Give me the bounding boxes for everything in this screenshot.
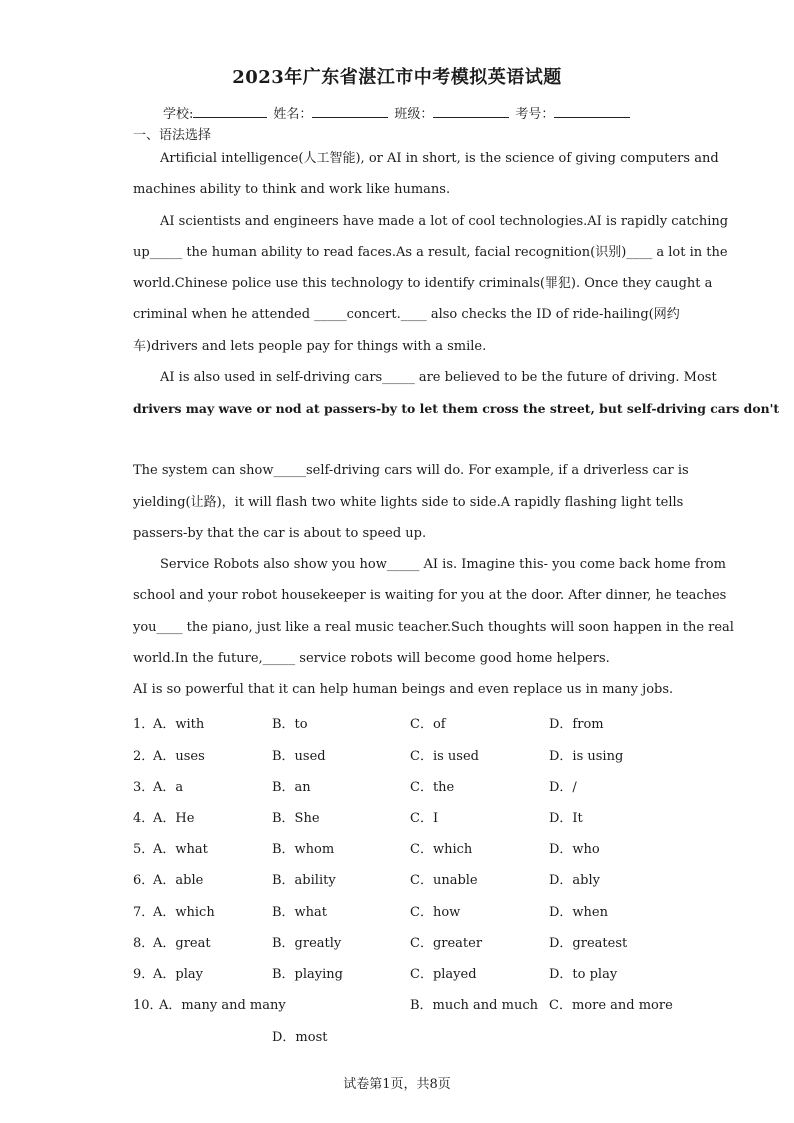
question-row-continued: [133, 1026, 693, 1044]
option-c[interactable]: C．the: [410, 780, 455, 795]
option-a[interactable]: A．He: [153, 811, 195, 826]
passage-line: criminal when he attended _____concert.____ also checks the ID of ride-hailing(网约: [133, 307, 680, 322]
section-heading: 一、语法选择: [133, 128, 212, 143]
passage-line: AI is also used in self-driving cars_____ are believed to be the future of driving. Most: [160, 370, 717, 385]
option-d[interactable]: D．to play: [549, 967, 618, 982]
option-a[interactable]: A．many and many: [159, 998, 286, 1013]
option-b[interactable]: B．to: [272, 717, 308, 732]
option-d[interactable]: D．most: [272, 1030, 328, 1045]
option-a[interactable]: A．play: [153, 967, 203, 982]
passage-line: world.Chinese police use this technology to identify criminals(罪犯). Once they caught a: [133, 276, 713, 291]
question-number: 2．: [133, 749, 155, 764]
option-c[interactable]: C．how: [410, 905, 461, 920]
option-d[interactable]: D．ably: [549, 873, 600, 888]
option-d[interactable]: D．when: [549, 905, 608, 920]
question-row: [133, 932, 693, 950]
question-number: 5．: [133, 842, 155, 857]
option-d[interactable]: D．/: [549, 780, 577, 795]
option-c[interactable]: C．I: [410, 811, 439, 826]
option-c[interactable]: C．is used: [410, 749, 479, 764]
class-label: 班级：: [394, 107, 434, 122]
question-number: 4．: [133, 811, 155, 826]
option-c[interactable]: C．which: [410, 842, 473, 857]
question-number: 3．: [133, 780, 155, 795]
passage-line: world.In the future,_____ service robots will become good home helpers.: [133, 651, 610, 666]
option-b[interactable]: B．an: [272, 780, 311, 795]
passage-line: up_____ the human ability to read faces.As a result, facial recognition(识别)____ a lot in the: [133, 245, 728, 260]
option-b[interactable]: B．She: [272, 811, 320, 826]
option-a[interactable]: A．which: [153, 905, 215, 920]
question-number: 6．: [133, 873, 155, 888]
passage-line: passers-by that the car is about to speed up.: [133, 526, 427, 541]
option-a[interactable]: A．able: [153, 873, 204, 888]
class-blank: [433, 103, 509, 118]
question-row: [133, 869, 693, 887]
question-row: [133, 713, 693, 731]
option-a[interactable]: A．what: [153, 842, 208, 857]
page-footer: 试卷第1页，共8页: [343, 1077, 451, 1092]
question-row: [133, 745, 693, 763]
question-number: 10．: [133, 998, 163, 1013]
option-b[interactable]: B．playing: [272, 967, 343, 982]
question-number: 8．: [133, 936, 155, 951]
passage-line: AI is so powerful that it can help human beings and even replace us in many jobs.: [133, 682, 674, 697]
passage-line: 车)drivers and lets people pay for things with a smile.: [133, 339, 487, 354]
school-blank: [193, 103, 267, 118]
passage-line: The system can show_____self-driving cars will do. For example, if a driverless car is: [133, 463, 689, 478]
option-d[interactable]: D．It: [549, 811, 583, 826]
exam-no-label: 考号：: [515, 107, 555, 122]
question-number: 1．: [133, 717, 155, 732]
passage-line: you____ the piano, just like a real music teacher.Such thoughts will soon happen in the real: [133, 620, 734, 635]
school-label: 学校:: [163, 107, 194, 122]
option-a[interactable]: A．great: [153, 936, 211, 951]
option-c[interactable]: C．more and more: [549, 998, 673, 1013]
passage-line: yielding(让路)，it will flash two white lights side to side.A rapidly flashing light tells: [133, 495, 684, 510]
option-d[interactable]: D．from: [549, 717, 604, 732]
passage-line: Artificial intelligence(人工智能), or AI in short, is the science of giving computers and: [160, 151, 719, 166]
question-row: [133, 776, 693, 794]
option-a[interactable]: A．a: [153, 780, 184, 795]
question-row: [133, 901, 693, 919]
question-number: 7．: [133, 905, 155, 920]
option-c[interactable]: C．unable: [410, 873, 478, 888]
option-c[interactable]: C．played: [410, 967, 477, 982]
option-b[interactable]: B．much and much: [410, 998, 538, 1013]
option-b[interactable]: B．greatly: [272, 936, 342, 951]
exam-no-blank: [554, 103, 630, 118]
student-info-line: [163, 103, 636, 122]
page-title: 2023年广东省湛江市中考模拟英语试题: [232, 67, 562, 88]
question-row: [133, 838, 693, 856]
question-row: [133, 807, 693, 825]
option-c[interactable]: C．of: [410, 717, 446, 732]
option-d[interactable]: D．is using: [549, 749, 624, 764]
passage-line: school and your robot housekeeper is waiting for you at the door. After dinner, he teaches: [133, 588, 727, 603]
name-blank: [312, 103, 388, 118]
option-b[interactable]: B．what: [272, 905, 328, 920]
question-row: [133, 963, 693, 981]
passage-line: drivers may wave or nod at passers-by to let them cross the street, but self-driving cars don't: [133, 401, 780, 416]
question-row: [133, 994, 693, 1012]
option-d[interactable]: D．greatest: [549, 936, 628, 951]
option-b[interactable]: B．used: [272, 749, 326, 764]
option-a[interactable]: A．uses: [153, 749, 205, 764]
option-d[interactable]: D．who: [549, 842, 600, 857]
option-c[interactable]: C．greater: [410, 936, 483, 951]
passage-line: machines ability to think and work like humans.: [133, 182, 451, 197]
option-b[interactable]: B．whom: [272, 842, 335, 857]
passage-line: Service Robots also show you how_____ AI is. Imagine this- you come back home from: [160, 557, 726, 572]
option-a[interactable]: A．with: [153, 717, 205, 732]
option-b[interactable]: B．ability: [272, 873, 336, 888]
name-label: 姓名：: [273, 107, 313, 122]
question-number: 9．: [133, 967, 155, 982]
passage-line: AI scientists and engineers have made a lot of cool technologies.AI is rapidly catching: [160, 214, 729, 229]
